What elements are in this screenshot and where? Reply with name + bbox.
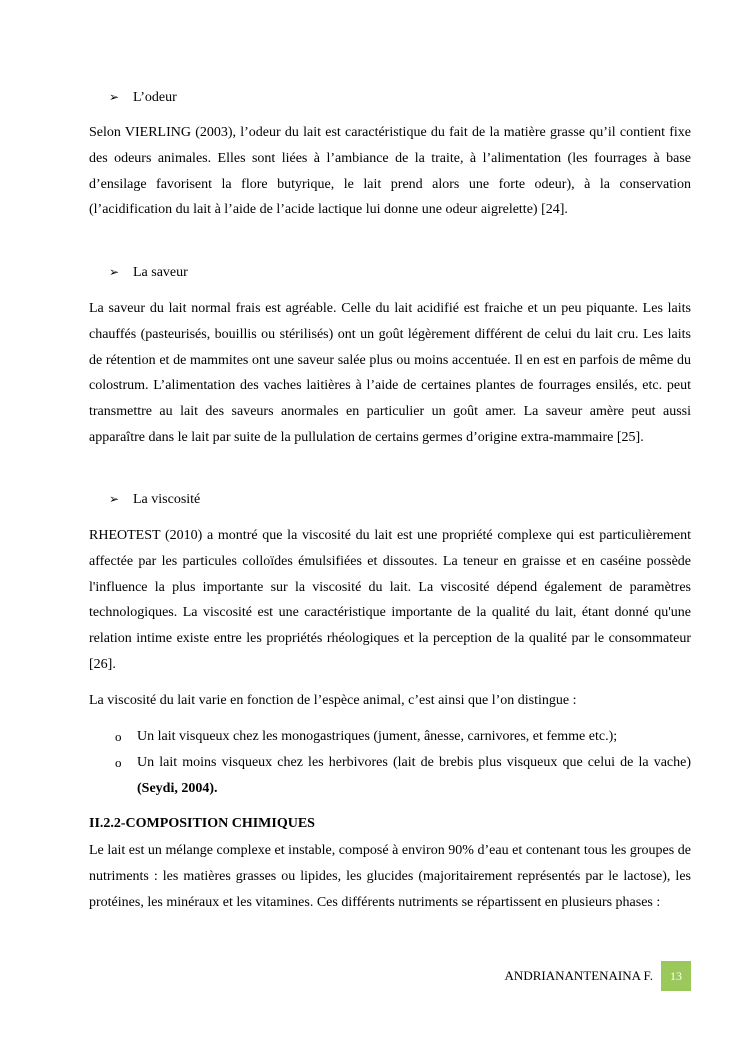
heading-viscosite — [109, 486, 200, 513]
section-title-composition: II.2.2-COMPOSITION CHIMIQUES — [89, 816, 315, 831]
heading-odeur-text: L’odeur — [133, 90, 177, 105]
paragraph-viscosite: RHEOTEST (2010) a montré que la viscosité du lait est une propriété complexe qui est particulièrement affectée par les particules colloïdes émulsifiées et dissoutes. La teneur en graisse et en caséine possède l'influence la plus importante sur la viscosité du lait. La viscosité dépend également de paramètres technologiques. La viscosité est une caractéristique importante de la qualité du lait, étant donné qu'une relation intime existe entre les propriétés rhéologiques et la perception de la qualité par le consommateur [26]. — [89, 528, 691, 672]
arrow-bullet-icon: ➢ — [109, 265, 120, 279]
arrow-bullet-icon: ➢ — [109, 492, 120, 506]
list-item — [115, 724, 691, 750]
paragraph-saveur: La saveur du lait normal frais est agréable. Celle du lait acidifié est fraiche et un peu piquante. Les laits chauffés (pasteurisés, bouillis ou stérilisés) ont un goût légèrement différent de celui du lait cru. Les laits de rétention et de mammites ont une saveur salée plus ou moins accentuée. Il en est en parfois de même du colostrum. L’alimentation des vaches laitières à l’aide de certaines plantes de fourrages ensilés, etc. peut transmettre au lait des saveurs anormales en particulier un goût amer. La saveur amère peut aussi apparaître dans le lait par suite de la pullulation de certains germes d’origine extra-mammaire [25]. — [89, 301, 691, 445]
heading-saveur — [109, 259, 188, 286]
arrow-bullet-icon: ➢ — [109, 90, 120, 104]
paragraph-composition: Le lait est un mélange complexe et instable, composé à environ 90% d’eau et contenant tous les groupes de nutriments : les matières grasses ou lipides, les glucides (majoritairement représentés par le lactose), les protéines, les minéraux et les vitamines. Ces différents nutriments se répartissent en plusieurs phases : — [89, 843, 691, 910]
list-item — [115, 750, 691, 802]
citation-seydi: (Seydi, 2004). — [137, 780, 218, 796]
paragraph-odeur: Selon VIERLING (2003), l’odeur du lait est caractéristique du fait de la matière grasse qu’il contient fixe des odeurs animales. Elles sont liées à l’ambiance de la traite, à l’alimentation (les fourrages à base d’ensilage favorisent la flore butyrique, le lait prend alors une forte odeur), à la conservation (l’acidification du lait à l’aide de l’acide lactique lui donne une odeur aigrelette) [24]. — [89, 125, 691, 218]
heading-saveur-text: La saveur — [133, 265, 188, 280]
paragraph-viscosite-intro: La viscosité du lait varie en fonction de l’espèce animal, c’est ainsi que l’on distingue : — [89, 693, 577, 708]
list-item-text — [137, 750, 691, 802]
circle-bullet-icon: o — [115, 755, 122, 770]
list-item-text: Un lait visqueux chez les monogastriques (jument, ânesse, carnivores, et femme etc.); — [137, 729, 618, 744]
page-number-badge: 13 — [661, 961, 691, 991]
footer-author: ANDRIANANTENAINA F. — [504, 968, 653, 983]
heading-odeur — [109, 84, 177, 111]
circle-bullet-icon: o — [115, 729, 122, 744]
list-item-main-text: Un lait moins visqueux chez les herbivores (lait de brebis plus visqueux que celui de la vache) — [137, 755, 691, 770]
heading-viscosite-text: La viscosité — [133, 492, 201, 507]
